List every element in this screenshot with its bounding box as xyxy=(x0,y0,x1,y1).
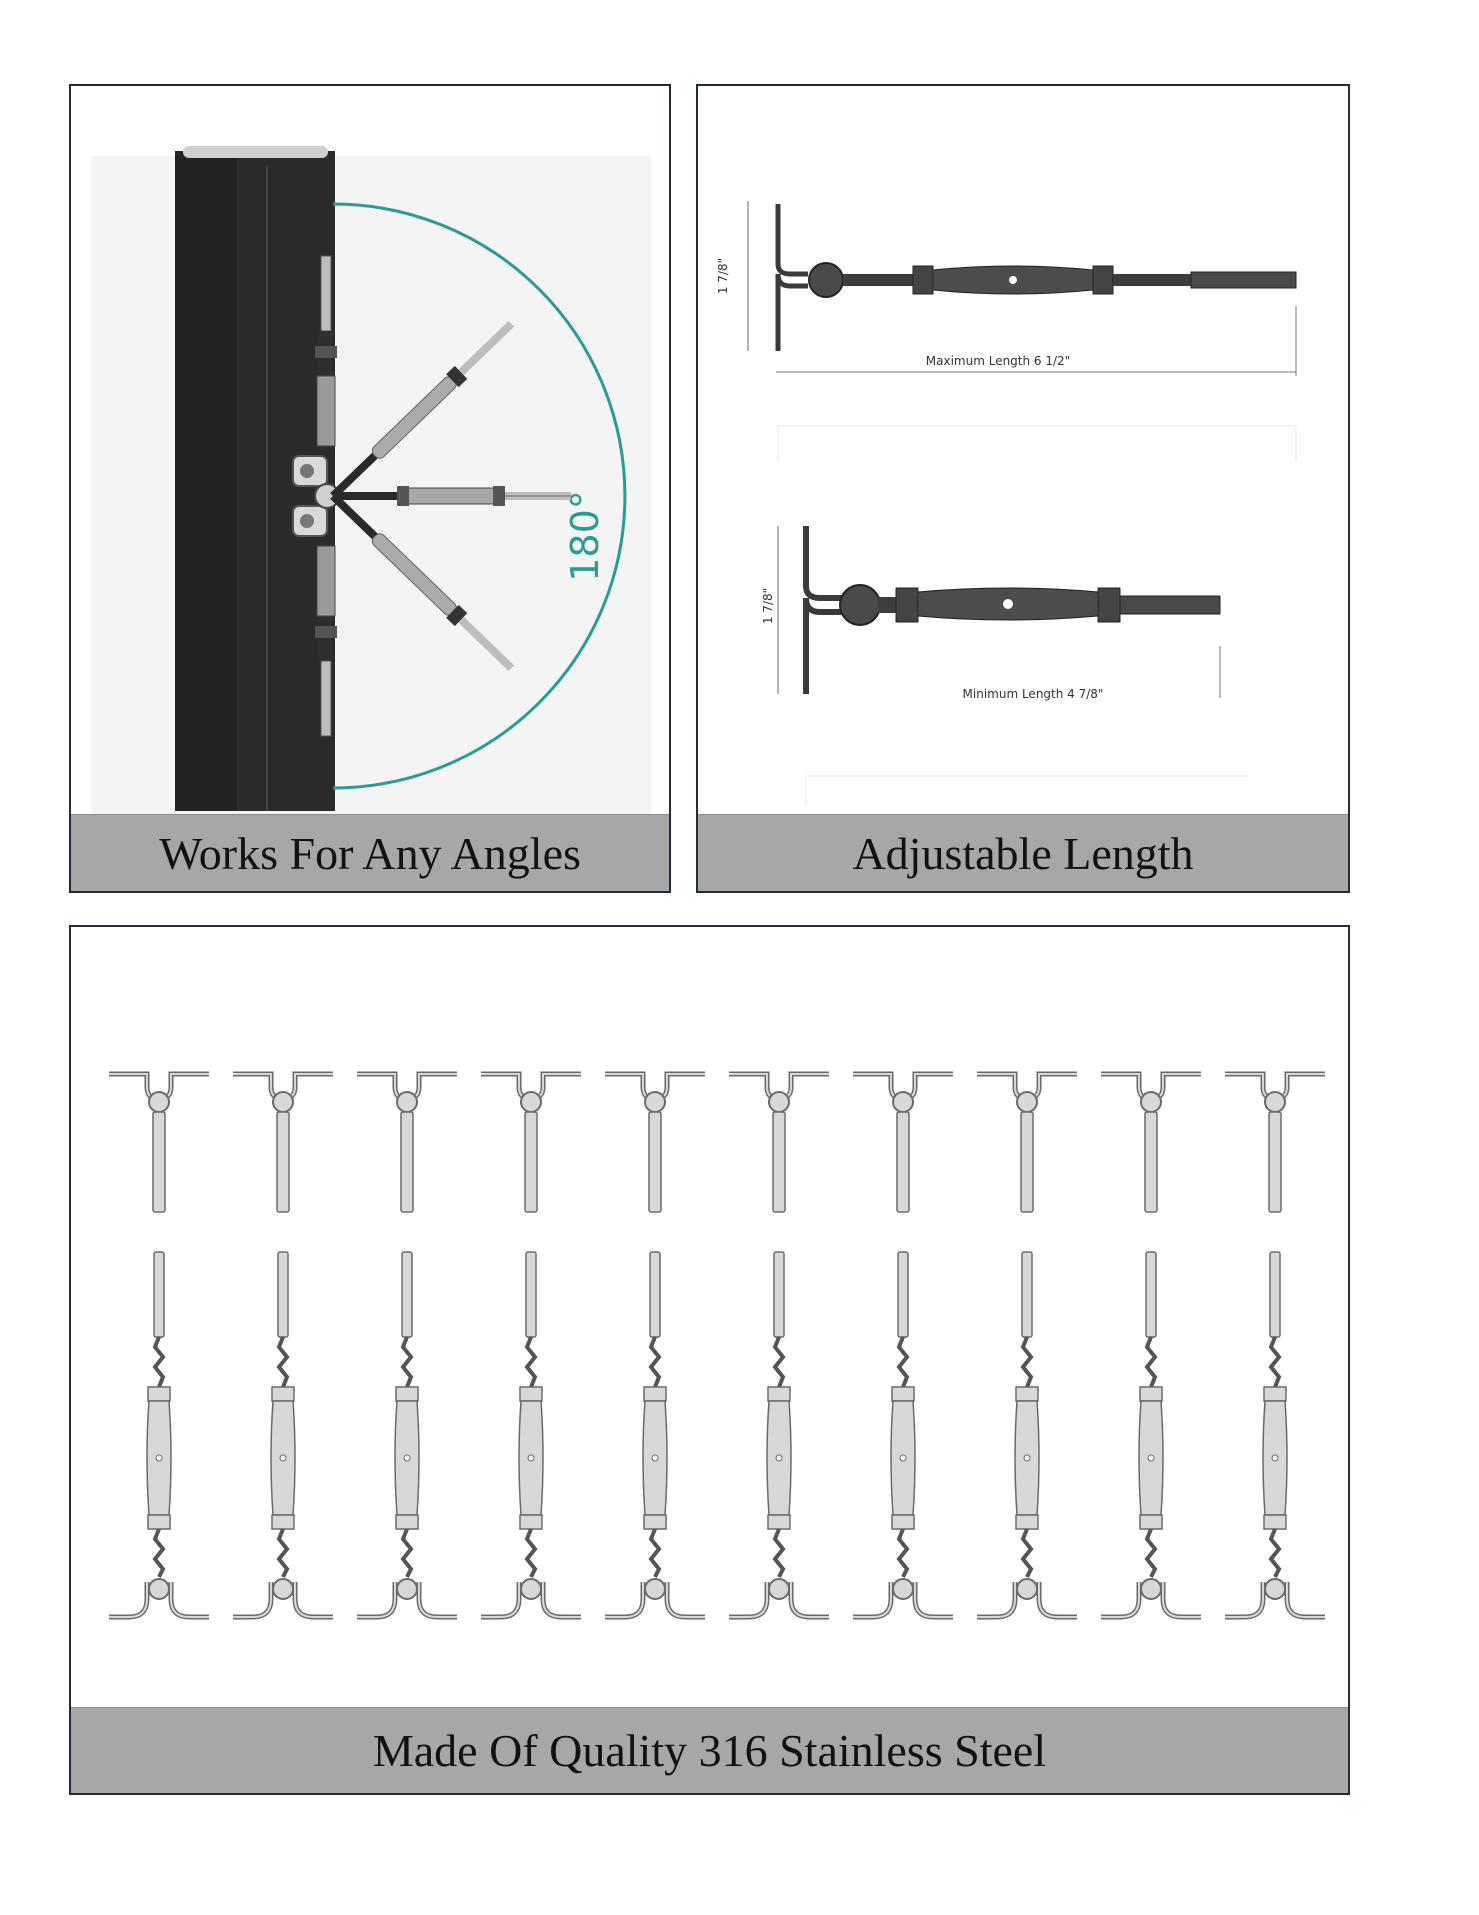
max-length-diagram xyxy=(716,201,1296,376)
turnbuckle-part xyxy=(1101,1252,1201,1617)
stud-end-part xyxy=(729,1074,829,1212)
caption-adjustable-length: Adjustable Length xyxy=(698,814,1348,891)
stud-end-part xyxy=(605,1074,705,1212)
stud-end-part xyxy=(357,1074,457,1212)
min-length-reflection xyxy=(806,776,1248,806)
stud-end-part xyxy=(233,1074,333,1212)
length-illustration xyxy=(698,86,1348,891)
min-height-label: 1 7/8" xyxy=(761,587,775,625)
turnbuckle-part xyxy=(729,1252,829,1617)
turnbuckle-part xyxy=(977,1252,1077,1617)
max-length-reflection xyxy=(776,426,1296,461)
turnbuckle-part xyxy=(357,1252,457,1617)
stud-end-part xyxy=(481,1074,581,1212)
panel-any-angles xyxy=(69,84,671,893)
turnbuckle-part xyxy=(1225,1252,1325,1617)
stud-end-part xyxy=(109,1074,209,1212)
stud-end-part xyxy=(977,1074,1077,1212)
stud-end-part xyxy=(853,1074,953,1212)
min-length-label: Minimum Length 4 7/8" xyxy=(962,687,1104,701)
turnbuckle-part xyxy=(109,1252,209,1617)
caption-any-angles: Works For Any Angles xyxy=(71,814,669,891)
angle-illustration xyxy=(71,86,669,891)
max-length-label: Maximum Length 6 1/2" xyxy=(925,354,1071,368)
min-length-diagram xyxy=(761,526,1220,701)
stud-end-part xyxy=(1101,1074,1201,1212)
turnbuckle-part xyxy=(481,1252,581,1617)
caption-stainless-steel: Made Of Quality 316 Stainless Steel xyxy=(71,1707,1348,1793)
angle-label: 180° xyxy=(563,490,607,582)
max-height-label: 1 7/8" xyxy=(716,257,730,295)
turnbuckle-part xyxy=(605,1252,705,1617)
panel-stainless-steel xyxy=(69,925,1350,1795)
turnbuckle-part xyxy=(853,1252,953,1617)
parts-illustration xyxy=(71,927,1348,1707)
turnbuckle-part xyxy=(233,1252,333,1617)
stud-end-part xyxy=(1225,1074,1325,1212)
panel-adjustable-length xyxy=(696,84,1350,893)
